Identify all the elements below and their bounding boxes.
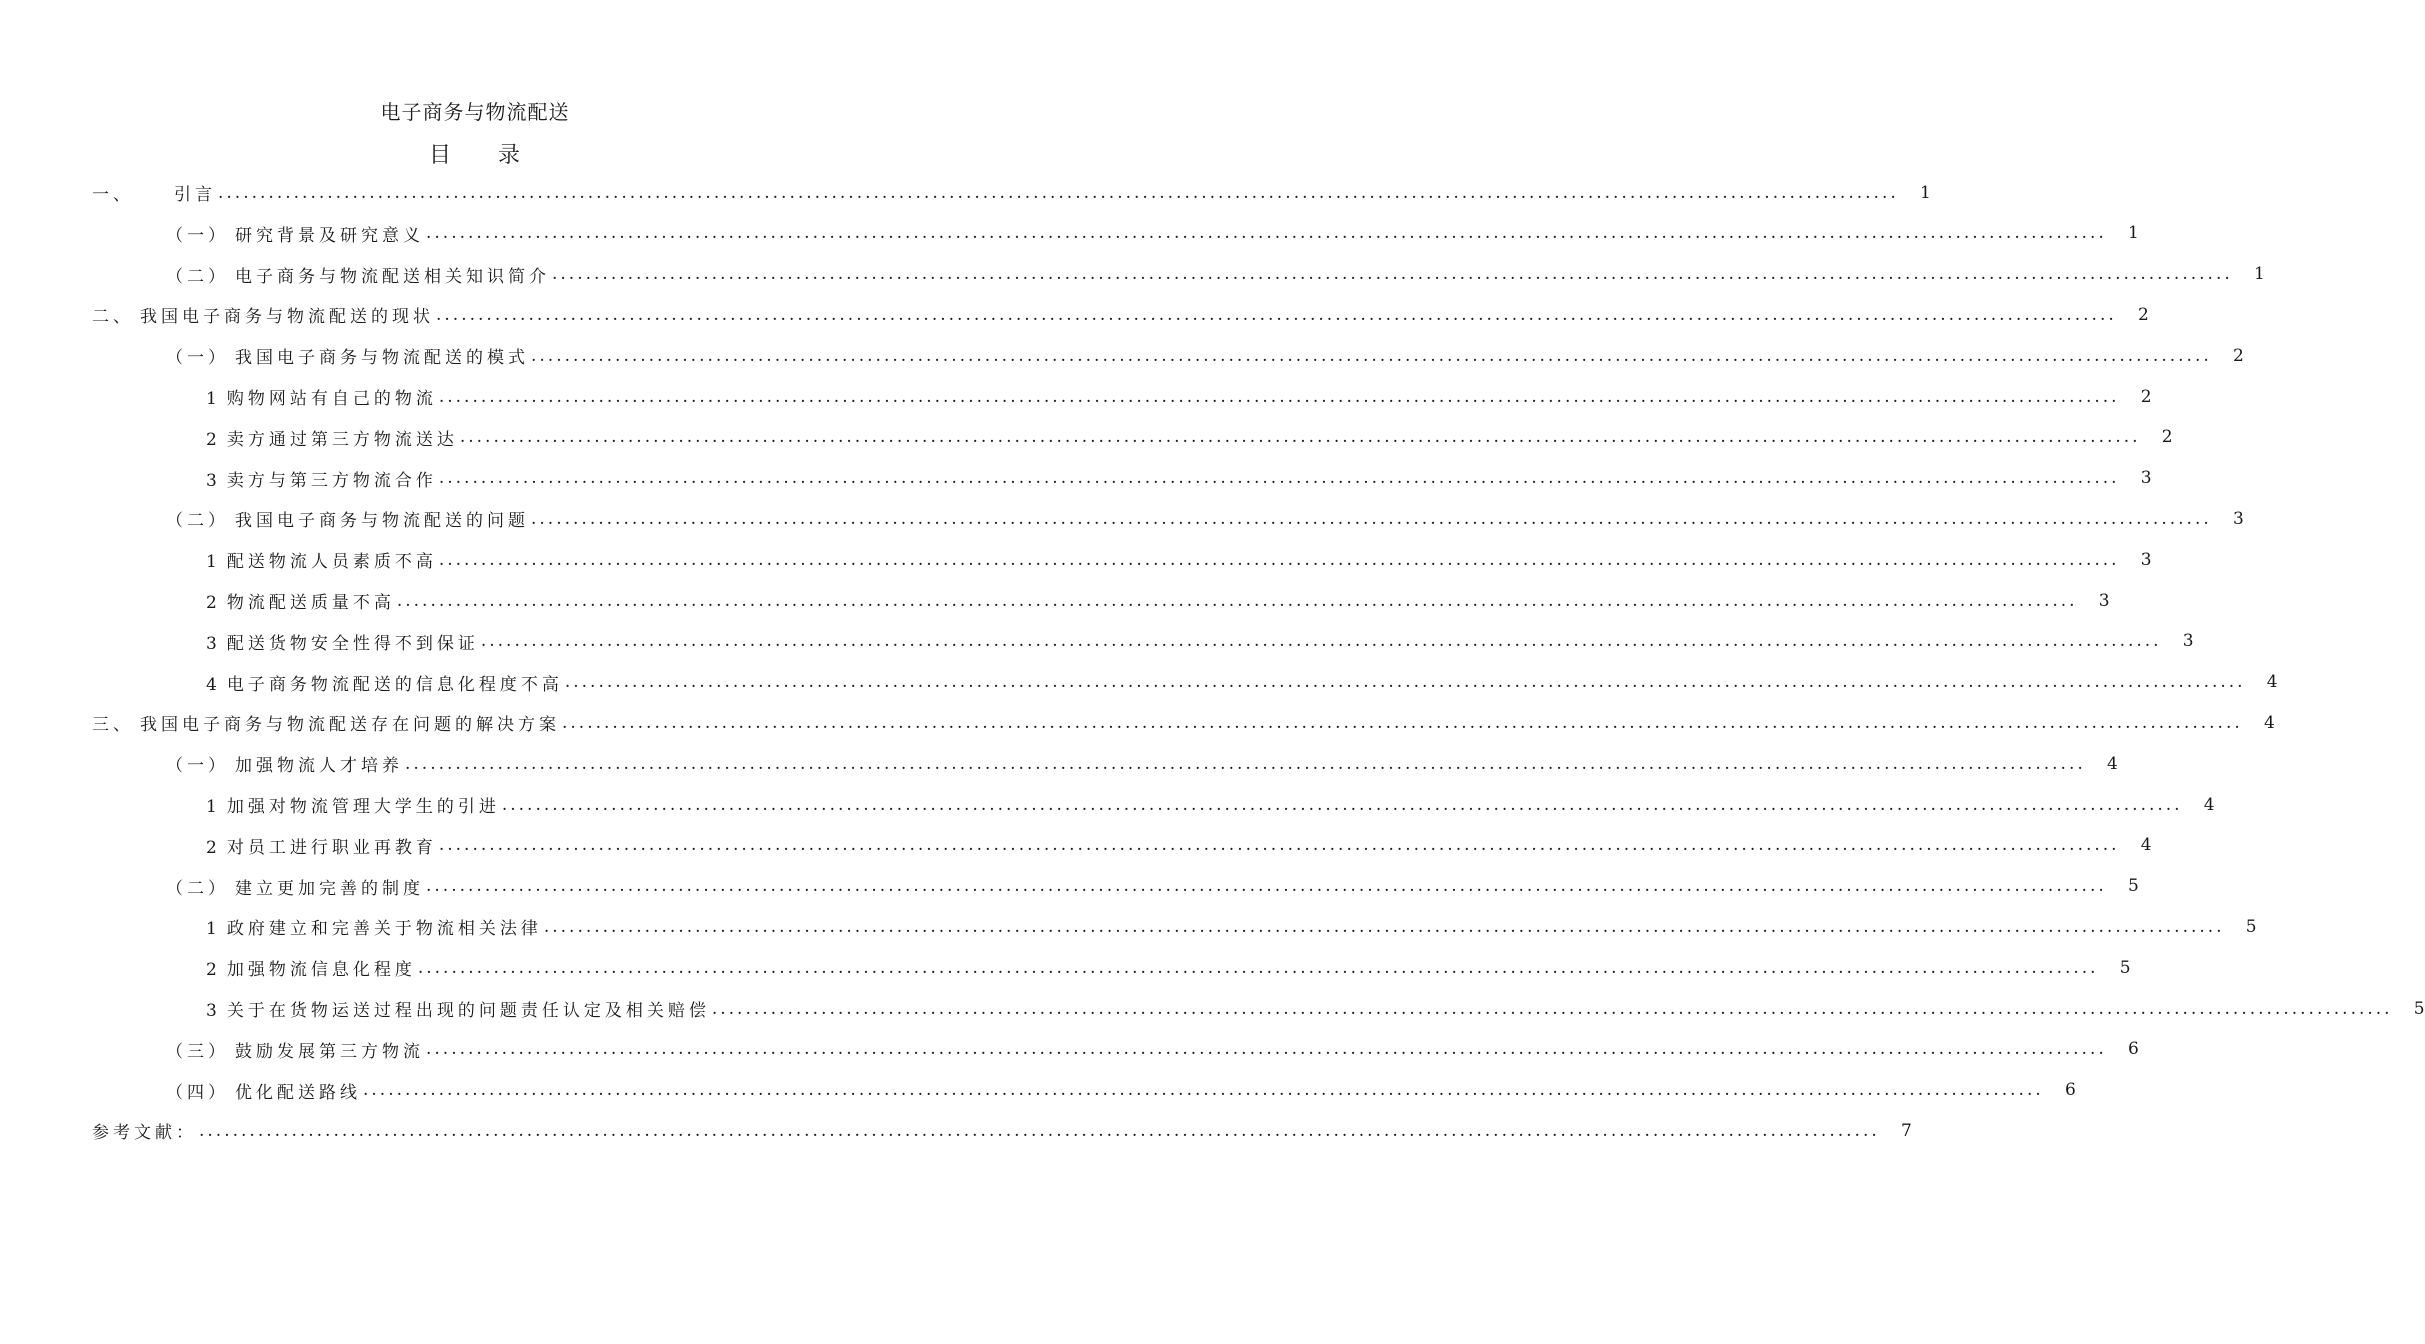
toc-entry[interactable] (206, 988, 2425, 1029)
toc-entry-text: 电子商务与物流配送相关知识简介 (235, 266, 550, 287)
toc-entry-number: （一） (166, 225, 229, 246)
toc-entry-label (206, 914, 542, 939)
toc-entry-number: 三、 (92, 715, 134, 736)
toc-dot-leader: ........................................................................................................................................................................................................ (552, 264, 2233, 285)
toc-dot-leader: ........................................................................................................................................................................................................ (438, 835, 2120, 856)
toc-entry-text: 配送物流人员素质不高 (226, 552, 437, 573)
toc-entry-number: 1 (206, 919, 221, 940)
toc-page-number: 5 (2245, 916, 2257, 937)
toc-page-number: 2 (2232, 345, 2244, 366)
toc-page-number: 5 (2119, 957, 2131, 978)
toc-entry-number: 1 (206, 552, 221, 573)
toc-entry-label (206, 588, 395, 613)
toc-page-number: 3 (2140, 549, 2152, 570)
toc-entry-number: 2 (206, 429, 221, 450)
toc-entry-label (166, 1037, 424, 1062)
toc-entry-number: （二） (166, 511, 229, 532)
toc-entry-number: 4 (206, 674, 221, 695)
toc-page-number: 1 (2253, 264, 2265, 285)
toc-entry-text: 鼓励发展第三方物流 (235, 1041, 424, 1062)
toc-page-number: 3 (2182, 631, 2194, 652)
toc-entry-text: 引言 (174, 185, 216, 205)
toc-entry[interactable] (206, 458, 2152, 499)
toc-dot-leader: ........................................................................................................................................................................................................ (438, 386, 2120, 407)
toc-entry-label (166, 874, 424, 899)
toc-page-number: 5 (2413, 998, 2425, 1019)
toc-entry-number: 1 (206, 389, 221, 409)
toc-heading (0, 138, 950, 169)
toc-page-number: 2 (2161, 427, 2173, 448)
toc-entry-text: 加强对物流管理大学生的引进 (226, 797, 500, 817)
toc-page-number: 3 (2232, 508, 2244, 529)
toc-entry-number: 1 (206, 797, 221, 817)
toc-entry[interactable] (166, 1029, 2139, 1070)
toc-entry-label (206, 670, 563, 695)
toc-entry-text: 参考文献： (92, 1123, 197, 1144)
toc-entry-number: 2 (206, 960, 221, 981)
toc-entry[interactable] (206, 376, 2152, 417)
toc-page-number: 6 (2127, 1039, 2139, 1060)
toc-page-number: 3 (2140, 468, 2152, 489)
toc-entry-text: 政府建立和完善关于物流相关法律 (226, 919, 542, 940)
toc-dot-leader: ........................................................................................................................................................................................................ (438, 549, 2120, 570)
toc-entry-label (206, 547, 437, 572)
toc-entry-text: 建立更加完善的制度 (235, 878, 424, 899)
toc-entry[interactable] (206, 784, 2215, 825)
toc-entry[interactable] (206, 947, 2131, 988)
toc-entry-label (92, 180, 216, 205)
toc-entry[interactable] (166, 213, 2139, 254)
toc-entry-label (206, 384, 437, 409)
toc-entry-label (92, 710, 560, 735)
toc-entry[interactable] (166, 254, 2265, 295)
toc-entry-text: 购物网站有自己的物流 (226, 389, 437, 409)
toc-entry-text: 我国电子商务与物流配送存在问题的解决方案 (140, 715, 560, 736)
toc-dot-leader: ........................................................................................................................................................................................................ (417, 957, 2099, 978)
toc-entry[interactable] (206, 417, 2173, 458)
toc-entry-number: （一） (166, 348, 229, 369)
toc-dot-leader: ........................................................................................................................................................................................................ (405, 753, 2086, 774)
toc-entry-label (92, 302, 434, 327)
toc-entry-text: 我国电子商务与物流配送的现状 (140, 307, 434, 328)
toc-entry-label (206, 996, 710, 1021)
toc-entry-text: 我国电子商务与物流配送的模式 (235, 348, 529, 369)
toc-entry-number: 3 (206, 633, 221, 654)
toc-entry[interactable] (166, 743, 2118, 784)
toc-entry-number: （四） (166, 1082, 229, 1103)
toc-entry[interactable] (92, 1110, 1912, 1151)
document-title: 电子商务与物流配送 (380, 100, 570, 124)
toc-dot-leader: ........................................................................................................................................................................................................ (531, 345, 2212, 366)
toc-dot-leader: ........................................................................................................................................................................................................ (564, 672, 2246, 693)
toc-page-number: 4 (2263, 712, 2275, 733)
toc-page-number: 3 (2098, 590, 2110, 611)
toc-entry-label (166, 1078, 361, 1103)
toc-entry[interactable] (92, 294, 2149, 335)
toc-dot-leader: ........................................................................................................................................................................................................ (426, 1039, 2107, 1060)
toc-dot-leader: ........................................................................................................................................................................................................ (543, 916, 2225, 937)
toc-page-number: 6 (2064, 1080, 2076, 1101)
toc-entry-text: 关于在货物运送过程出现的问题责任认定及相关赔偿 (226, 1001, 710, 1021)
toc-page-number: 4 (2140, 835, 2152, 856)
toc-entry[interactable] (92, 702, 2275, 743)
toc-entry-label (206, 629, 479, 654)
toc-heading-right: 录 (498, 143, 522, 168)
toc-dot-leader: ........................................................................................................................................................................................................ (218, 182, 1899, 203)
toc-entry[interactable] (206, 662, 2278, 703)
toc-entry-text: 优化配送路线 (235, 1082, 361, 1103)
toc-entry-number: （二） (166, 266, 229, 287)
toc-entry-label (206, 466, 437, 491)
toc-dot-leader: ........................................................................................................................................................................................................ (438, 468, 2120, 489)
toc-entry-label (206, 955, 416, 980)
toc-dot-leader: ........................................................................................................................................................................................................ (426, 876, 2107, 897)
toc-entry[interactable] (166, 335, 2244, 376)
toc-entry-label (166, 506, 529, 531)
toc-entry-number: 3 (206, 470, 221, 491)
toc-entry[interactable] (166, 498, 2244, 539)
toc-page-number: 1 (1919, 182, 1931, 203)
toc-entry-text: 加强物流信息化程度 (226, 960, 416, 981)
toc-page-number: 2 (2140, 386, 2152, 407)
toc-entry[interactable] (206, 906, 2257, 947)
toc-entry-number: 二、 (92, 307, 134, 328)
toc-entry-label (206, 425, 458, 450)
toc-entry-text: 卖方与第三方物流合作 (226, 470, 437, 491)
toc-dot-leader: ........................................................................................................................................................................................................ (562, 712, 2243, 733)
toc-entry-text: 对员工进行职业再教育 (226, 837, 437, 858)
toc-page-number: 4 (2203, 794, 2215, 815)
toc-entry-number: （二） (166, 878, 229, 899)
toc-entry-text: 配送货物安全性得不到保证 (226, 633, 479, 654)
toc-entry-label (166, 751, 403, 776)
toc-dot-leader: ........................................................................................................................................................................................................ (531, 508, 2212, 529)
toc-page-number: 2 (2137, 304, 2149, 325)
toc-dot-leader: ........................................................................................................................................................................................................ (480, 631, 2162, 652)
toc-dot-leader: ........................................................................................................................................................................................................ (199, 1120, 1880, 1141)
toc-entry-text: 加强物流人才培养 (235, 756, 403, 777)
toc-entry-number: （三） (166, 1041, 229, 1062)
toc-entry-label (166, 343, 529, 368)
toc-page-number: 5 (2127, 876, 2139, 897)
toc-dot-leader: ........................................................................................................................................................................................................ (363, 1080, 2044, 1101)
toc-entry[interactable] (206, 580, 2110, 621)
toc-entry-text: 我国电子商务与物流配送的问题 (235, 511, 529, 532)
toc-entry-text: 卖方通过第三方物流送达 (226, 429, 458, 450)
toc-entry-label (166, 262, 550, 287)
toc-entry-label (92, 1118, 197, 1143)
toc-dot-leader: ........................................................................................................................................................................................................ (396, 590, 2078, 611)
toc-entry-number: 一、 (92, 185, 134, 205)
toc-entry[interactable] (206, 539, 2152, 580)
toc-page-number: 4 (2266, 672, 2278, 693)
toc-dot-leader: ........................................................................................................................................................................................................ (459, 427, 2141, 448)
toc-page-number: 4 (2106, 753, 2118, 774)
toc-entry-label (206, 833, 437, 858)
toc-dot-leader: ........................................................................................................................................................................................................ (436, 304, 2117, 325)
toc-entry[interactable] (206, 621, 2194, 662)
toc-entry[interactable] (166, 1070, 2076, 1111)
toc-entry[interactable] (166, 866, 2139, 907)
toc-page-number: 1 (2127, 223, 2139, 244)
toc-entry-number: 2 (206, 837, 221, 858)
toc-dot-leader: ........................................................................................................................................................................................................ (501, 794, 2183, 815)
toc-entry-label (206, 792, 500, 817)
toc-entry-number: （一） (166, 756, 229, 777)
toc-entry-number: 2 (206, 593, 221, 613)
toc-entry-text: 研究背景及研究意义 (235, 225, 424, 246)
toc-entry-text: 物流配送质量不高 (226, 593, 395, 613)
toc-dot-leader: ........................................................................................................................................................................................................ (426, 223, 2107, 244)
toc-entry[interactable] (92, 172, 1931, 213)
toc-entry-text: 电子商务物流配送的信息化程度不高 (226, 674, 563, 695)
toc-entry[interactable] (206, 825, 2152, 866)
toc-dot-leader: ........................................................................................................................................................................................................ (711, 998, 2393, 1019)
toc-page-number: 7 (1900, 1120, 1912, 1141)
toc-entry-number: 3 (206, 1001, 221, 1021)
toc-entry-label (166, 221, 424, 246)
toc-heading-left: 目 (428, 143, 452, 168)
